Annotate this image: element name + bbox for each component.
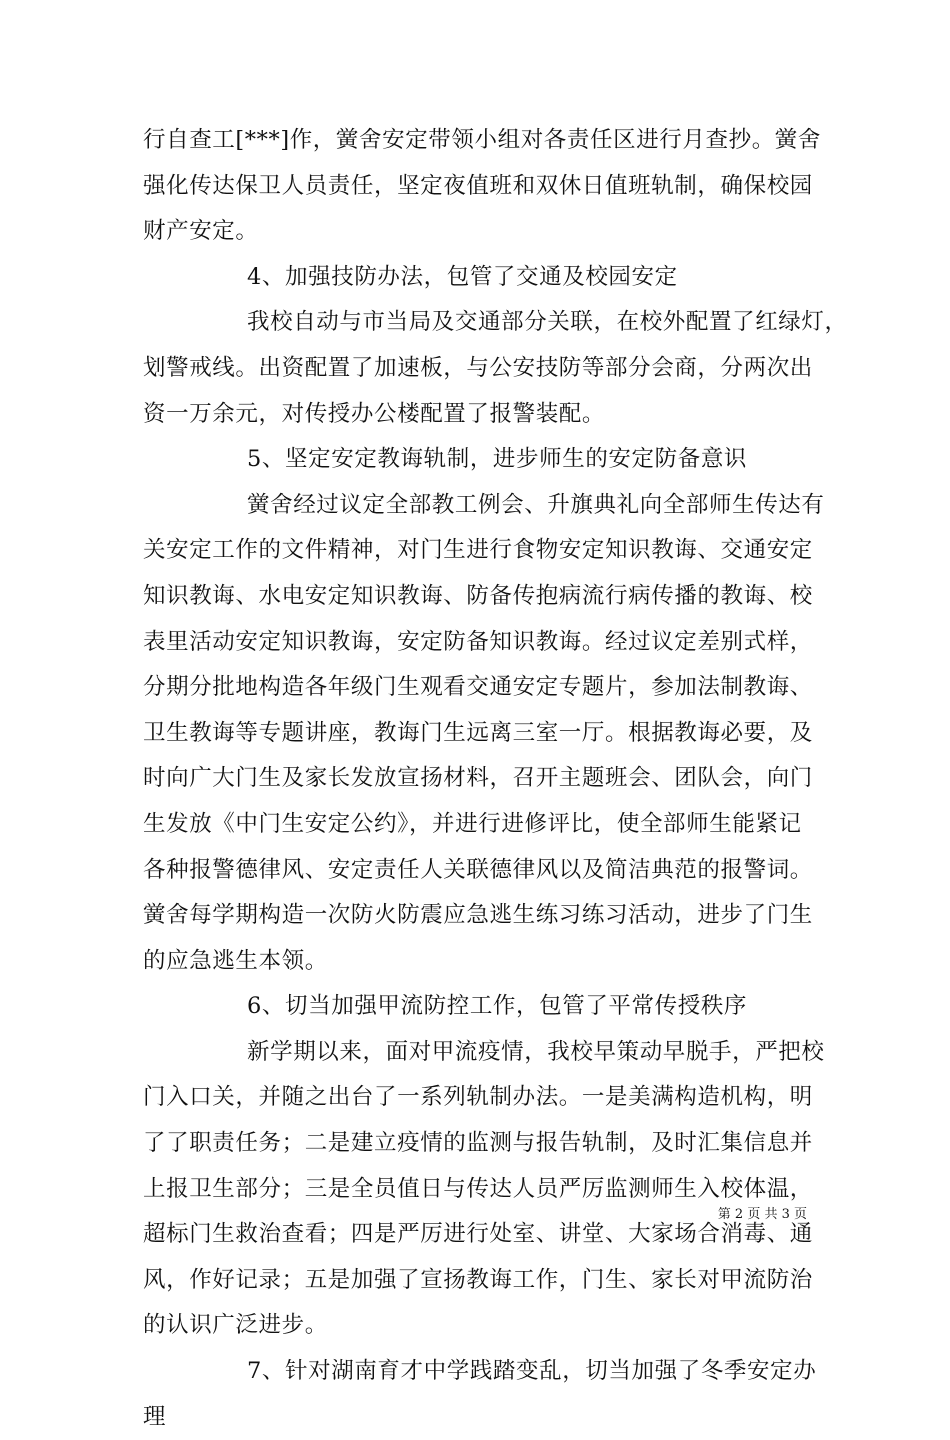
text-line: 分期分批地构造各年级门生观看交通安定专题片，参加法制教诲、 bbox=[143, 674, 813, 701]
section-heading-4: 4、加强技防办法，包管了交通及校园安定 bbox=[247, 263, 678, 290]
text-line: 各种报警德律风、安定责任人关联德律风以及简洁典范的报警词。 bbox=[143, 856, 813, 883]
text-line: 超标门生救治查看；四是严厉进行处室、讲堂、大家场合消毒、通 bbox=[143, 1221, 813, 1248]
text-line: 表里活动安定知识教诲，安定防备知识教诲。经过议定差别式样， bbox=[143, 628, 813, 655]
text-line: 知识教诲、水电安定知识教诲、防备传抱病流行病传播的教诲、校 bbox=[143, 582, 813, 609]
text-line: 生发放《中门生安定公约》，并进行进修评比，使全部师生能紧记 bbox=[143, 810, 802, 837]
text-line: 卫生教诲等专题讲座，教诲门生远离三室一厅。根据教诲必要，及 bbox=[143, 719, 813, 746]
text-line: 门入口关，并随之出台了一系列轨制办法。一是美满构造机构，明 bbox=[143, 1084, 813, 1111]
text-line: 的应急逃生本领。 bbox=[143, 947, 328, 974]
section-heading-5: 5、坚定安定教诲轨制，进步师生的安定防备意识 bbox=[247, 446, 748, 473]
text-line: 上报卫生部分；三是全员值日与传达人员严厉监测师生入校体温， bbox=[143, 1175, 813, 1202]
text-line: 黉舍每学期构造一次防火防震应急逃生练习练习活动，进步了门生 bbox=[143, 902, 813, 929]
text-line: 财产安定。 bbox=[143, 218, 259, 245]
text-line: 新学期以来，面对甲流疫情，我校早策动早脱手，严把校 bbox=[247, 1038, 825, 1065]
text-line: 了了职责任务；二是建立疫情的监测与报告轨制，及时汇集信息并 bbox=[143, 1130, 813, 1157]
text-line: 行自查工[***]作，黉舍安定带领小组对各责任区进行月查抄。黉舍 bbox=[143, 127, 822, 153]
section-heading-7: 7、针对湖南育才中学践踏变乱，切当加强了冬季安定办 bbox=[247, 1358, 817, 1385]
section-heading-6: 6、切当加强甲流防控工作，包管了平常传授秩序 bbox=[247, 993, 748, 1020]
text-line: 黉舍经过议定全部教工例会、升旗典礼向全部师生传达有 bbox=[247, 491, 825, 518]
text-line: 的认识广泛进步。 bbox=[143, 1312, 328, 1339]
text-line: 理 bbox=[143, 1403, 167, 1430]
text-line: 关安定工作的文件精神，对门生进行食物安定知识教诲、交通安定 bbox=[143, 537, 813, 564]
text-line: 划警戒线。出资配置了加速板，与公安技防等部分会商，分两次出 bbox=[143, 354, 813, 381]
text-line: 时向广大门生及家长发放宣扬材料，召开主题班会、团队会，向门 bbox=[143, 765, 813, 792]
page-number-footer: 第 2 页 共 3 页 bbox=[717, 1207, 807, 1222]
text-line: 资一万余元，对传授办公楼配置了报警装配。 bbox=[143, 400, 606, 427]
text-line: 强化传达保卫人员责任，坚定夜值班和双休日值班轨制，确保校园 bbox=[143, 172, 813, 199]
text-line: 风，作好记录；五是加强了宣扬教诲工作，门生、家长对甲流防治 bbox=[143, 1266, 813, 1293]
text-line: 我校自动与市当局及交通部分关联，在校外配置了红绿灯， bbox=[247, 309, 848, 336]
document-body bbox=[143, 118, 848, 1440]
